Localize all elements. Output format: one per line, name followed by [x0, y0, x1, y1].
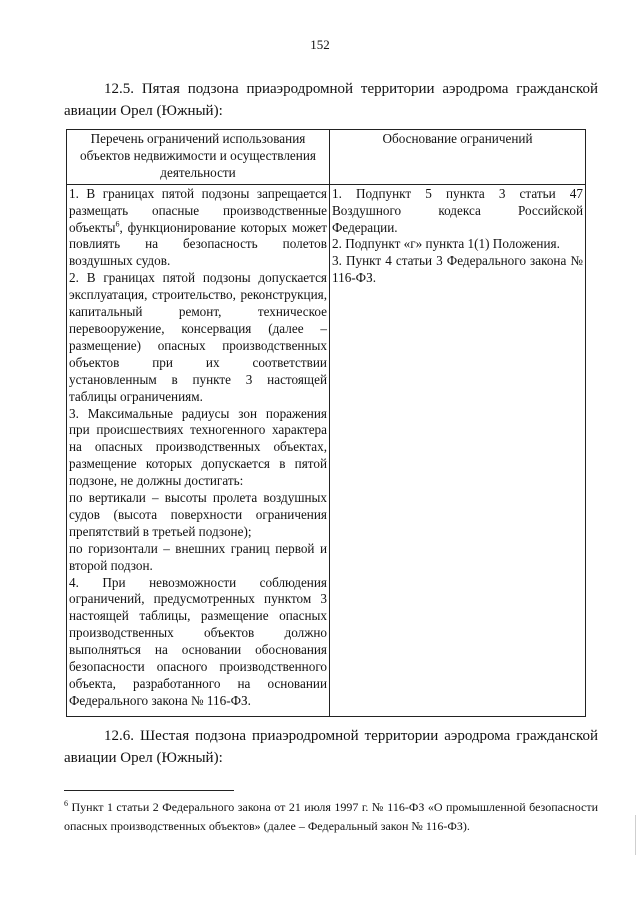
restriction-item-3-horizontal: по горизонтали – внешних границ первой и второй подзон. [69, 540, 327, 573]
scan-edge-mark [635, 815, 636, 855]
header-restrictions-list: Перечень ограничений использования объектов недвижимости и осуществления деятельности [67, 130, 330, 185]
footnote-divider [64, 790, 234, 791]
restrictions-table [66, 129, 586, 717]
restriction-item-3-vertical: по вертикали – высоты пролета воздушных судов (высота поверхности ограничения препятствий в третьей подзоне); [69, 490, 327, 539]
restriction-item-2: 2. В границах пятой подзоны допускается эксплуатация, строительство, реконструкция, капитальный ремонт, техническое перевооружение, консервация (далее – размещение) опасных производственных объектов при их соответствии установленным в пункте 3 настоящей таблицы ограничениям. [69, 270, 327, 404]
restriction-item-3: 3. Максимальные радиусы зон поражения при происшествиях техногенного характера на опасных производственных объектах, размещение которых допускается в пятой подзоне, не должны достигать: [69, 405, 327, 489]
footnote-ref: 6 [115, 219, 120, 229]
justification-item-1: 1. Подпункт 5 пункта 3 статьи 47 Воздушного кодекса Российской Федерации. [332, 185, 583, 235]
justification-item-3: 3. Пункт 4 статьи 3 Федерального закона № 116-ФЗ. [332, 253, 583, 286]
table-row [67, 184, 586, 716]
restriction-item-1 [69, 186, 327, 271]
restriction-item-4: 4. При невозможности соблюдения ограничений, предусмотренных пунктом 3 настоящей таблицы, размещение опасных производственных объектов должно выполняться на основании обоснования безопасности опасного производственного объекта, разработанного на основании Федерального закона № 116-ФЗ. [69, 574, 327, 708]
restrictions-cell [67, 184, 330, 716]
page-number: 152 [310, 37, 330, 52]
restriction-item-1-text-a: 1. В границах пятой подзоны запрещается размещать опасные производственные объекты [69, 185, 327, 235]
footnote-text: Пункт 1 статьи 2 Федерального закона от 21 июля 1997 г. № 116-ФЗ «О промышленной безопасности опасных производственных объектов» (далее – Федеральный закон № 116-ФЗ). [64, 800, 598, 833]
table-header-row [67, 130, 586, 185]
justification-item-2: 2. Подпункт «г» пункта 1(1) Положения. [332, 236, 560, 252]
footnote [64, 798, 598, 836]
restriction-item-1-text-b: , функционирование которых может повлиять на безопасность полетов воздушных судов. [69, 219, 327, 269]
section-12-6-heading: 12.6. Шестая подзона приаэродромной территории аэродрома гражданской авиации Орел (Южный): [64, 728, 598, 766]
justification-cell [330, 184, 586, 716]
header-justification: Обоснование ограничений [330, 130, 586, 185]
footnote-marker: 6 [64, 799, 68, 808]
section-12-5-heading: 12.5. Пятая подзона приаэродромной территории аэродрома гражданской авиации Орел (Южный): [64, 81, 598, 119]
